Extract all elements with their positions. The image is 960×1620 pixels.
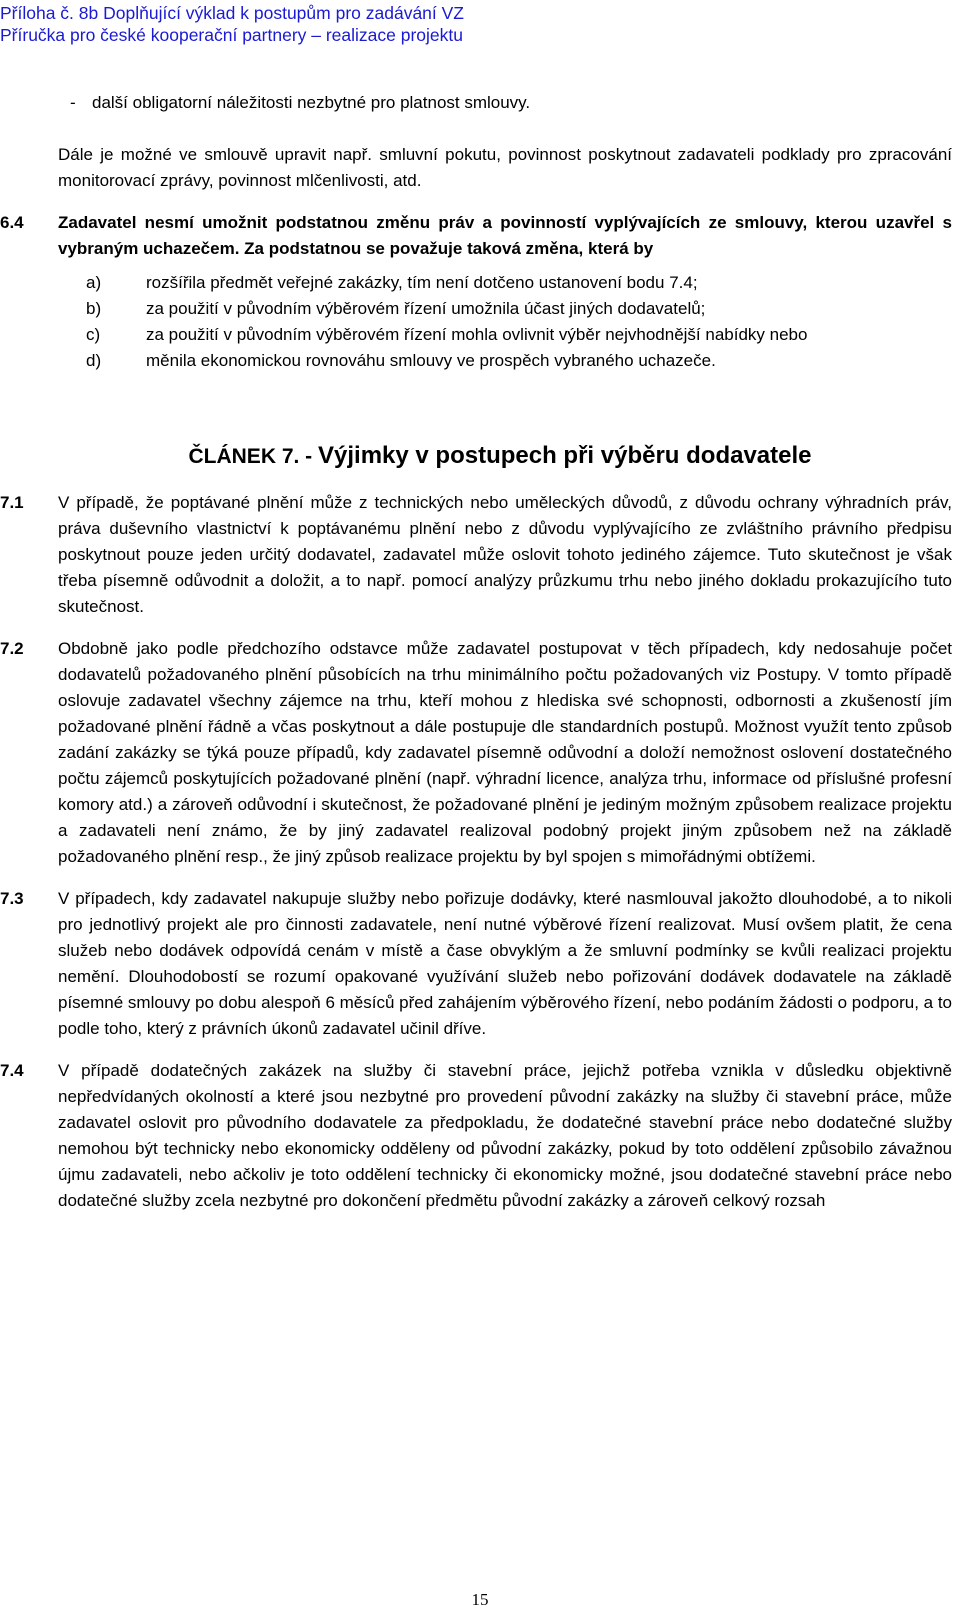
bullet-text: další obligatorní náležitosti nezbytné pro platnost smlouvy. <box>92 93 531 112</box>
article-heading <box>0 442 960 470</box>
list-text: měnila ekonomickou rovnováhu smlouvy ve prospěch vybraného uchazeče. <box>146 351 716 370</box>
section-7-1 <box>0 490 960 620</box>
section-text: V případě, že poptávané plnění může z technických nebo uměleckých důvodů, z důvodu ochrany výhradních práv, práva duševního vlastnictví k poptávanému plnění nebo z důvodu vyplývajícího ze zvláštního právního předpisu poskytnout pouze jeden určitý dodavatel, zadavatel může oslovit tohoto jediného zájemce. Tuto skutečnost je však třeba písemně odůvodnit a doložit, a to např. pomocí analýzy průzkumu trhu nebo jiného dokladu prokazujícího tuto skutečnost. <box>58 493 952 616</box>
page-header <box>0 2 464 46</box>
list-item <box>86 270 952 296</box>
list-text: za použití v původním výběrovém řízení mohla ovlivnit výběr nejvhodnější nabídky nebo <box>146 325 808 344</box>
list-item <box>86 322 952 348</box>
list-marker: a) <box>86 273 102 292</box>
document-body <box>0 90 960 1230</box>
section-7-4 <box>0 1058 960 1214</box>
list-marker: b) <box>86 299 102 318</box>
header-subtitle-line: Příručka pro české kooperační partnery – realizace projektu <box>0 25 464 45</box>
list-text: za použití v původním výběrovém řízení umožnila účast jiných dodavatelů; <box>146 299 706 318</box>
list-marker: c) <box>86 325 101 344</box>
bullet-item <box>0 90 960 116</box>
article-title: Výjimky v postupech při výběru dodavatele <box>318 442 812 469</box>
section-number: 7.4 <box>0 1061 24 1080</box>
section-text: Obdobně jako podle předchozího odstavce může zadavatel postupovat v těch případech, kdy nedosahuje počet dodavatelů požadovaného plnění působících na trhu minimálního počtu požadovaných viz Postupy. V tomto případě oslovuje zadavatel všechny zájemce na trhu, kteří mohou z hlediska své schopnosti, odbornosti a zkušeností jím požadované plnění řádně a včas poskytnout a dále postupuje dle standardních postupů. Možnost využít tento způsob zadání zakázky se týká pouze případů, kdy zadavatel písemně odůvodní a doloží nemožnost oslovení dostatečného počtu zájemců poskytujících požadované plnění (např. výhradní licence, analýza trhu, informace od příslušné profesní komory atd.) a zároveň odůvodní i skutečnost, že požadované plnění je jediným možným způsobem realizace projektu a zadavateli není známo, že by jiný zadavatel realizoval podobný projekt jiným způsobem než na základě požadovaného plnění resp., že jiný způsob realizace projektu by byl spojen s mimořádnými obtížemi. <box>58 639 952 866</box>
page-number: 15 <box>471 1590 489 1609</box>
list-item <box>86 348 952 374</box>
section-text: V případech, kdy zadavatel nakupuje služby nebo pořizuje dodávky, které nasmlouval jakožto dlouhodobé, a to nikoli pro jednotlivý projekt ale pro činnosti zadavatele, není nutné výběrové řízení realizovat. Musí ovšem platit, že cena služeb nebo dodávek odpovídá cenám v místě a čase obvyklým a že smluvní podmínky se kvůli realizaci projektu nemění. Dlouhodobostí se rozumí opakované využívání služeb nebo pořizování dodávek dodavatele na základě písemné smlouvy po dobu alespoň 6 měsíců před zahájením výběrového řízení, nebo podáním žádosti o podporu, a to podle toho, který z právních úkonů zadavatel učinil dříve. <box>58 889 952 1038</box>
list-marker: d) <box>86 351 102 370</box>
list-text: rozšířila předmět veřejné zakázky, tím není dotčeno ustanovení bodu 7.4; <box>146 273 698 292</box>
paragraph-smlouva: Dále je možné ve smlouvě upravit např. smluvní pokutu, povinnost poskytnout zadavateli podklady pro zpracování monitorovací zprávy, povinnost mlčenlivosti, atd. <box>58 145 952 190</box>
change-list <box>0 270 960 374</box>
section-number: 7.1 <box>0 493 24 512</box>
bullet-mark: - <box>70 93 76 112</box>
list-item <box>86 296 952 322</box>
section-number: 6.4 <box>0 213 24 232</box>
section-7-2 <box>0 636 960 870</box>
section-text: V případě dodatečných zakázek na služby či stavební práce, jejichž potřeba vznikla v důsledku objektivně nepředvídaných okolností a které jsou nezbytné pro provedení původní zakázky na služby či stavební práce, může zadavatel oslovit pro původního dodavatele za předpokladu, že dodatečné stavební práce nebo dodatečné služby nemohou být technicky nebo ekonomicky odděleny od původní zakázky, pokud by toto oddělení způsobilo závažnou újmu zadavateli, nebo ačkoliv je toto oddělení technicky či ekonomicky možné, jsou dodatečné stavební práce nebo dodatečné služby zcela nezbytné pro dokončení předmětu původní zakázky a zároveň celkový rozsah <box>58 1061 952 1210</box>
section-number: 7.2 <box>0 639 24 658</box>
section-number: 7.3 <box>0 889 24 908</box>
header-title-line: Příloha č. 8b Doplňující výklad k postupům pro zadávání VZ <box>0 3 464 23</box>
section-7-3 <box>0 886 960 1042</box>
section-6-4 <box>0 210 960 262</box>
section-text-bold: Zadavatel nesmí umožnit podstatnou změnu práv a povinností vyplývajících ze smlouvy, kterou uzavřel s vybraným uchazečem. Za podstatnou se považuje taková změna, která by <box>58 213 952 258</box>
article-label: ČLÁNEK 7. - <box>188 445 318 468</box>
